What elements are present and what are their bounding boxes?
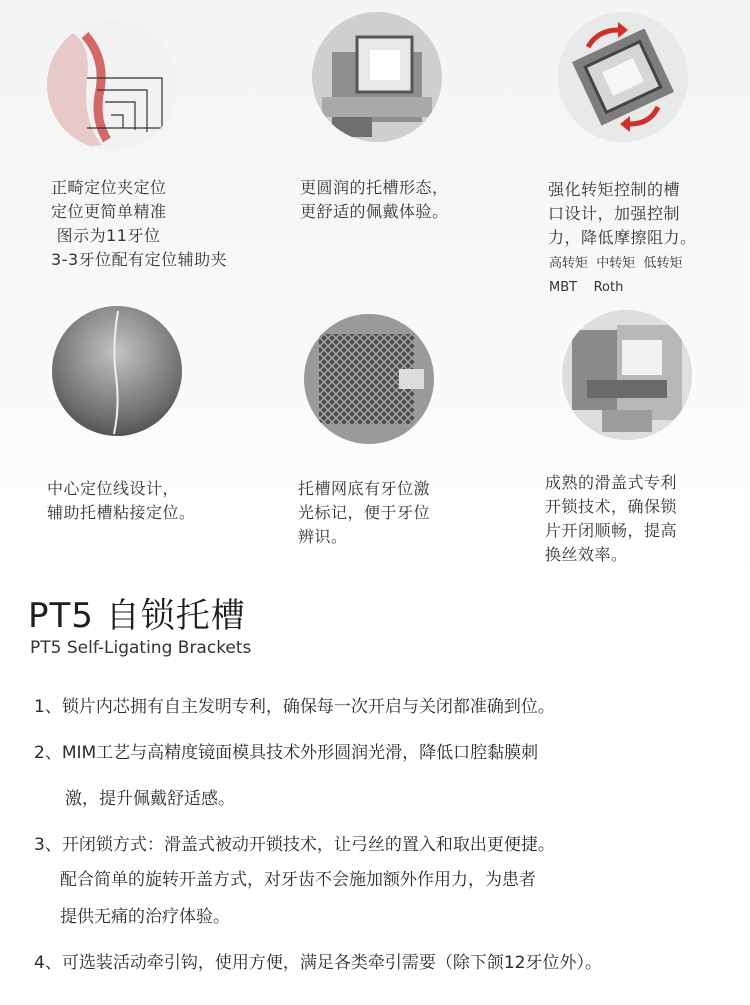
point-4 bbox=[34, 950, 734, 977]
sliding-cover-photo bbox=[562, 310, 692, 440]
point-line: 1、锁片内芯拥有自主发明专利，确保每一次开启与关闭都准确到位。 bbox=[34, 697, 555, 717]
feature-caption-3: 强化转矩控制的槽 口设计，加强控制 力，降低摩擦阻力。 bbox=[548, 180, 697, 247]
feature-caption-5: 托槽网底有牙位激 光标记，便于牙位 辨识。 bbox=[298, 479, 431, 546]
feature-points-list bbox=[34, 694, 734, 977]
feature-caption-2: 更圆润的托槽形态， 更舒适的佩戴体验。 bbox=[300, 178, 449, 221]
point-3 bbox=[34, 832, 734, 931]
feature-caption-1: 正畸定位夹定位 定位更简单精准 图示为11牙位 3-3牙位配有定位辅助夹 bbox=[51, 178, 228, 269]
bracket-slot-photo bbox=[312, 12, 442, 142]
mesh-base-photo bbox=[304, 314, 434, 444]
point-line: 4、可选装活动牵引钩，使用方便，满足各类牵引需要（除下颌12牙位外）。 bbox=[34, 953, 602, 973]
point-line: 2、MIM工艺与高精度镜面模具技术外形圆润光滑，降低口腔黏膜刺 bbox=[34, 743, 539, 763]
page-subtitle: PT5 Self-Ligating Brackets bbox=[30, 638, 252, 658]
torque-rotation-photo bbox=[558, 12, 688, 142]
point-line: 3、开闭锁方式：滑盖式被动开锁技术，让弓丝的置入和取出更便捷。 bbox=[34, 835, 555, 855]
point-2 bbox=[34, 740, 734, 813]
bracket-gauge-photo bbox=[47, 20, 177, 150]
point-line: 提供无痛的治疗体验。 bbox=[60, 907, 230, 927]
page-title: PT5 自锁托槽 bbox=[28, 596, 246, 636]
point-line: 配合简单的旋转开盖方式，对牙齿不会施加额外作用力，为患者 bbox=[60, 870, 536, 890]
center-line-photo bbox=[52, 306, 182, 436]
point-1 bbox=[34, 694, 734, 721]
feature-caption-4: 中心定位线设计， 辅助托槽粘接定位。 bbox=[47, 479, 196, 522]
feature-caption-6: 成熟的滑盖式专利 开锁技术，确保锁 片开闭顺畅，提高 换丝效率。 bbox=[545, 473, 678, 564]
torque-options-note: 高转矩 中转矩 低转矩 MBT Roth bbox=[549, 256, 683, 295]
point-line: 激，提升佩戴舒适感。 bbox=[65, 789, 235, 809]
